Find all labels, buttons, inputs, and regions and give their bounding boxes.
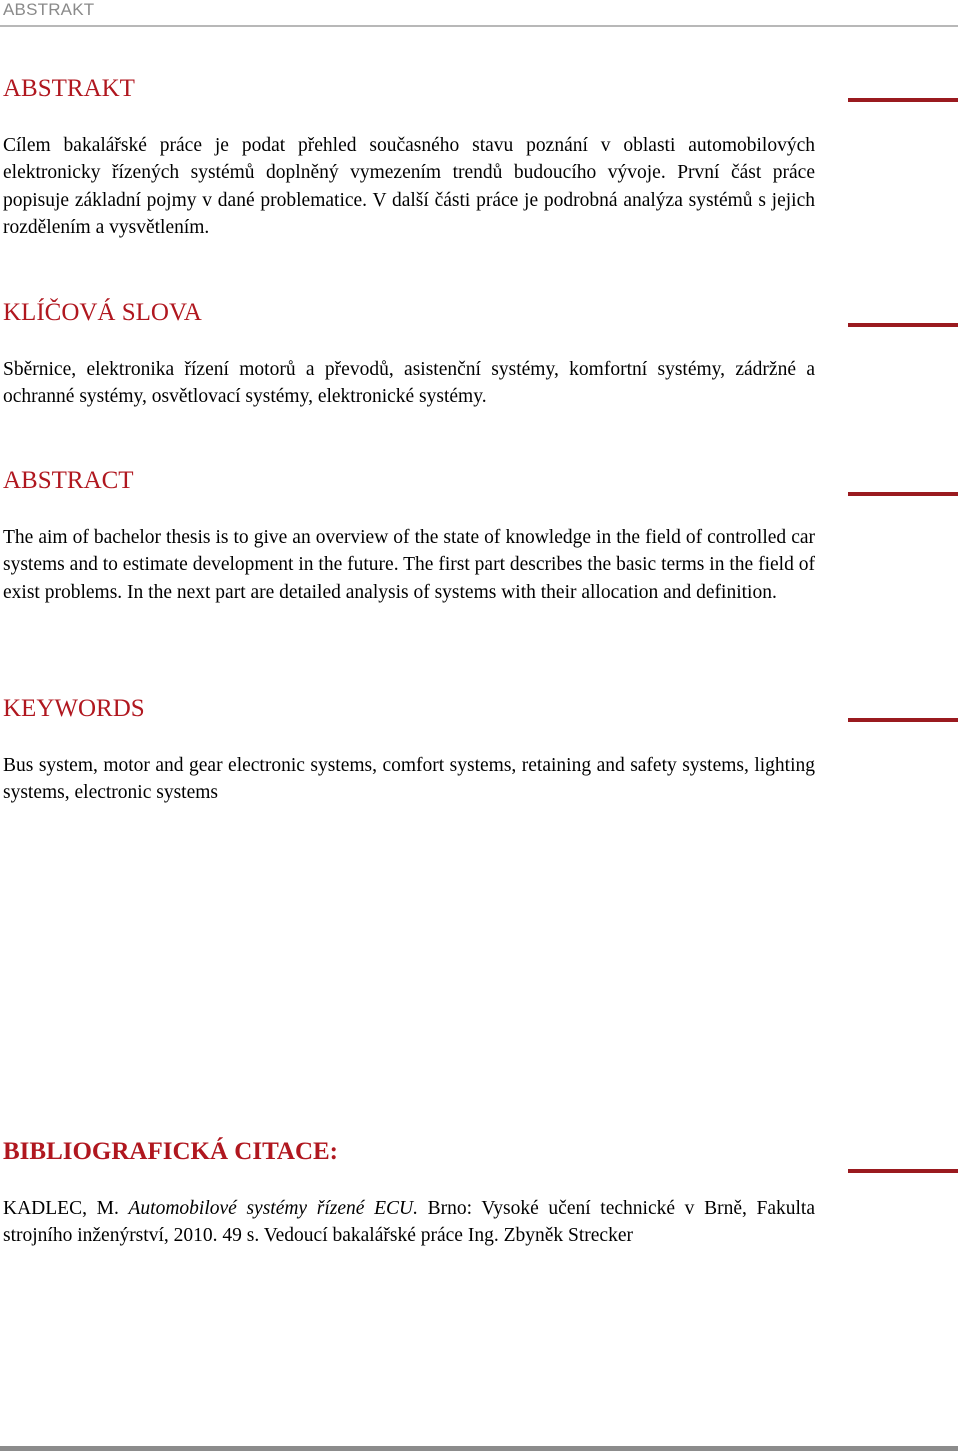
citation-rest: Brno: Vysoké učení technické v Brně, Fakulta strojního inženýrství, 2010. 49 s. Vedoucí bakalářské práce Ing. Zbyněk Strecker (3, 1198, 815, 1247)
citation-text (3, 1195, 815, 1250)
heading-marker (848, 492, 958, 496)
section-keywords (3, 694, 815, 807)
heading-marker (848, 323, 958, 327)
running-header: ABSTRAKT (3, 0, 95, 19)
section-citace (3, 1137, 815, 1250)
heading-marker (848, 1169, 958, 1173)
klicova-slova-text: Sběrnice, elektronika řízení motorů a převodů, asistenční systémy, komfortní systémy, zádržné a ochranné systémy, osvětlovací systémy, elektronické systémy. (3, 359, 815, 408)
heading-abstract: ABSTRACT (3, 467, 134, 494)
footer-rule (0, 1446, 958, 1451)
heading-klicova-slova: KLÍČOVÁ SLOVA (3, 299, 202, 326)
section-abstract (3, 466, 815, 606)
heading-keywords: KEYWORDS (3, 695, 145, 722)
citation-author: KADLEC, M. (3, 1198, 129, 1219)
citation-title: Automobilové systémy řízené ECU. (128, 1198, 418, 1219)
abstrakt-text: Cílem bakalářské práce je podat přehled současného stavu poznání v oblasti automobilových elektronicky řízených systémů doplněný vymezením trendů budoucího vývoje. První část práce popisuje základní pojmy v dané problematice. V další části práce je podrobná analýza systémů s jejich rozdělením a vysvětlením. (3, 135, 815, 238)
heading-marker (848, 98, 958, 102)
section-klicova-slova (3, 298, 815, 411)
heading-abstrakt: ABSTRAKT (3, 75, 135, 102)
heading-marker (848, 718, 958, 722)
abstract-text: The aim of bachelor thesis is to give an overview of the state of knowledge in the field of controlled car systems and to estimate development in the future. The first part describes the basic terms in the field of exist problems. In the next part are detailed analysis of systems with their allocation and definition. (3, 527, 815, 603)
header-rule (0, 25, 958, 27)
section-abstrakt (3, 74, 815, 241)
heading-citace: BIBLIOGRAFICKÁ CITACE: (3, 1138, 338, 1165)
keywords-text: Bus system, motor and gear electronic systems, comfort systems, retaining and safety systems, lighting systems, electronic systems (3, 755, 815, 804)
